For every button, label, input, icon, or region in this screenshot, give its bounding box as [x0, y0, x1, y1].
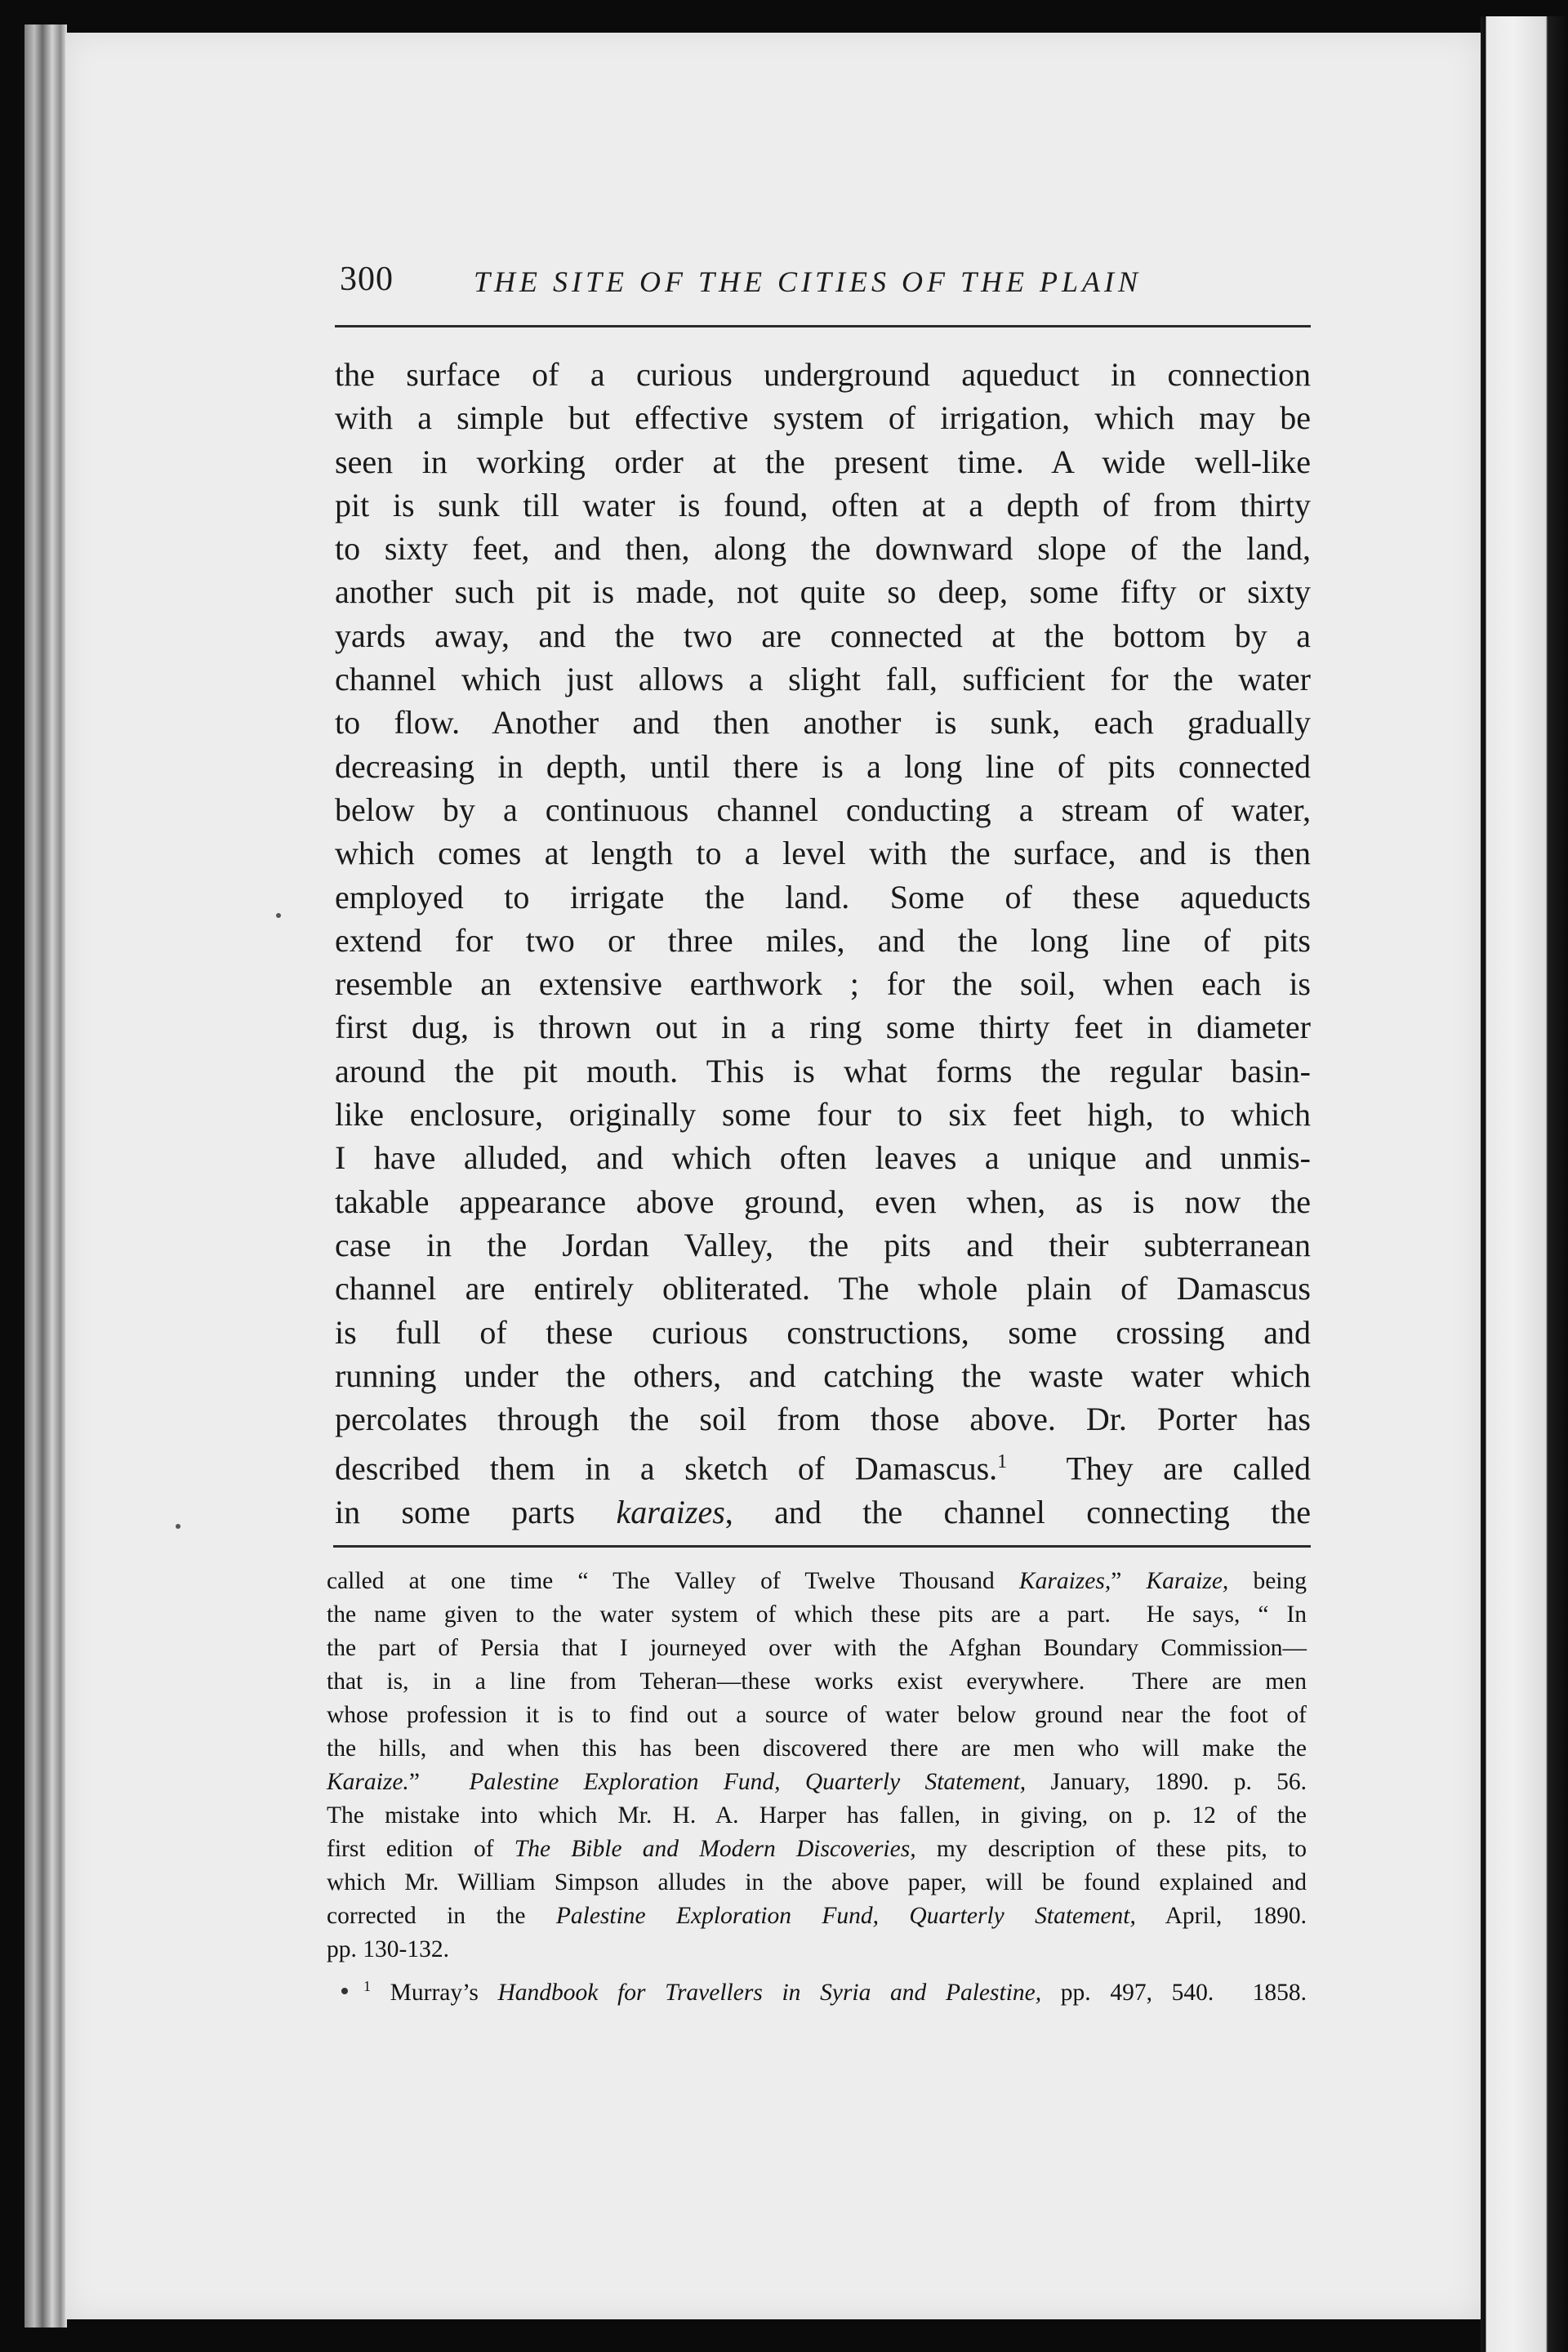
- footnote-line: [327, 1766, 1307, 1799]
- footnote-line: [327, 1665, 1307, 1699]
- footnote-text: January, 1890. p. 56.: [1026, 1769, 1307, 1795]
- footnote-text: pp. 497, 540. 1858.: [1041, 1979, 1307, 2006]
- body-line: [335, 1441, 1311, 1490]
- footnotes: [327, 1565, 1307, 2010]
- body-line: decreasing in depth, until there is a long line of pits connected: [335, 747, 1311, 785]
- body-line: [335, 1490, 1311, 1534]
- footnote-line: [327, 1732, 1307, 1766]
- footnote-continuation: [327, 1565, 1307, 1967]
- body-line: employed to irrigate the land. Some of these aqueducts: [335, 878, 1311, 915]
- footnote-text: The mistake into which Mr. H. A. Harper has fallen, in giving, on p. 12 of the: [327, 1802, 1307, 1829]
- body-line: to sixty feet, and then, along the downward slope of the land,: [335, 530, 1311, 568]
- body-line: around the pit mouth. This is what forms the regular basin-: [335, 1052, 1311, 1089]
- body-line: to flow. Another and then another is sunk, each gradually: [335, 704, 1311, 742]
- footnote-line: [327, 1799, 1307, 1833]
- margin-mark: [341, 1988, 348, 1994]
- body-line: another such pit is made, not quite so deep, some fifty or sixty: [335, 573, 1311, 611]
- body-line: takable appearance above ground, even when, as is now the: [335, 1183, 1311, 1220]
- footnote-text: April, 1890.: [1135, 1903, 1307, 1929]
- facing-page-edge: [1481, 16, 1568, 2352]
- body-line-text: They are called: [1007, 1450, 1312, 1487]
- footnote-text: that is, in a line from Teheran—these works exist everywhere. There are men: [327, 1668, 1307, 1695]
- footnote-line: [327, 1933, 1307, 1967]
- footnote-italic: The Bible and Modern Discoveries,: [514, 1836, 916, 1862]
- footnote-text: my description of these pits, to: [915, 1836, 1307, 1862]
- footnote-line: [327, 1900, 1307, 1933]
- italic-term: karaizes: [616, 1494, 725, 1531]
- footnote-text: pp. 130-132.: [327, 1936, 449, 1962]
- body-line: the surface of a curious underground aqueduct in connection: [335, 356, 1311, 393]
- footnote-line: [327, 1866, 1307, 1900]
- footnote-murray: [327, 1970, 1307, 2010]
- footnote-italic: Karaize,: [1146, 1568, 1229, 1594]
- body-line: which comes at length to a level with the surface, and is then: [335, 835, 1311, 872]
- footnote-italic: Palestine Exploration Fund, Quarterly Statement,: [469, 1769, 1027, 1795]
- footnote-line: [327, 1833, 1307, 1866]
- footnote-text: Murray’s: [371, 1979, 498, 2006]
- footnote-italic: Karaize.: [327, 1769, 409, 1795]
- footnote-text: whose profession it is to find out a source of water below ground near the foot of: [327, 1702, 1307, 1728]
- footnote-italic: Karaizes,: [1018, 1568, 1111, 1594]
- footnote-title: Handbook for Travellers in Syria and Palestine,: [497, 1979, 1042, 2006]
- footnote-italic: Palestine Exploration Fund, Quarterly Statement,: [555, 1903, 1136, 1929]
- footnote-line: [327, 1632, 1307, 1665]
- page-number: 300: [340, 261, 394, 298]
- body-line: pit is sunk till water is found, often at a depth of from thirty: [335, 486, 1311, 523]
- paper-speck: [176, 1524, 180, 1529]
- footnote-text: called at one time “ The Valley of Twelve Thousand: [327, 1568, 1019, 1594]
- footnote-text: first edition of: [327, 1836, 514, 1862]
- body-line: below by a continuous channel conducting a stream of water,: [335, 791, 1311, 828]
- footnote-text: being: [1228, 1568, 1307, 1594]
- body-line: channel which just allows a slight fall, sufficient for the water: [335, 661, 1311, 698]
- body-line: channel are entirely obliterated. The whole plain of Damascus: [335, 1270, 1311, 1307]
- body-line: first dug, is thrown out in a ring some thirty feet in diameter: [335, 1009, 1311, 1046]
- running-head: [335, 258, 1311, 327]
- footnote-ref: 1: [997, 1451, 1008, 1473]
- body-line: like enclosure, originally some four to six feet high, to which: [335, 1096, 1311, 1134]
- body-line-text: in some parts: [335, 1494, 576, 1531]
- footnote-text: corrected in the: [327, 1903, 556, 1929]
- footnote-text: the name given to the water system of which these pits are a part. He says, “ In: [327, 1601, 1307, 1628]
- footnote-text: ”: [408, 1769, 470, 1795]
- body-line: with a simple but effective system of irrigation, which may be: [335, 399, 1311, 437]
- body-line: extend for two or three miles, and the long line of pits: [335, 921, 1311, 959]
- footnote-text: the hills, and when this has been discovered there are men who will make the: [327, 1735, 1307, 1762]
- body-line: case in the Jordan Valley, the pits and their subterranean: [335, 1226, 1311, 1263]
- footnote-marker: 1: [363, 1978, 371, 1994]
- body-line: percolates through the soil from those above. Dr. Porter has: [335, 1401, 1311, 1438]
- body-line: yards away, and the two are connected at the bottom by a: [335, 617, 1311, 654]
- book-spine-edge: [24, 24, 67, 2328]
- footnote-line: [327, 1565, 1307, 1598]
- footnote-text: which Mr. William Simpson alludes in the above paper, will be found explained and: [327, 1869, 1307, 1895]
- footnote-text: the part of Persia that I journeyed over with the Afghan Boundary Commission—: [327, 1635, 1307, 1661]
- body-line: resemble an extensive earthwork ; for the soil, when each is: [335, 965, 1311, 1003]
- body-text: [335, 353, 1311, 1534]
- body-line: I have alluded, and which often leaves a unique and unmis-: [335, 1139, 1311, 1177]
- paper-speck: [276, 913, 281, 918]
- footnote-line: [327, 1699, 1307, 1732]
- body-line-text: , and the channel connecting the: [724, 1494, 1311, 1531]
- footnote-text: ”: [1111, 1568, 1147, 1594]
- running-title: THE SITE OF THE CITIES OF THE PLAIN: [474, 265, 1143, 298]
- body-line: seen in working order at the present time. A wide well-like: [335, 443, 1311, 480]
- footnote-line: [327, 1598, 1307, 1632]
- footnote-rule: [333, 1545, 1311, 1548]
- body-line: running under the others, and catching the waste water which: [335, 1356, 1311, 1394]
- body-line-text: described them in a sketch of Damascus.: [335, 1450, 998, 1487]
- body-line: is full of these curious constructions, some crossing and: [335, 1313, 1311, 1351]
